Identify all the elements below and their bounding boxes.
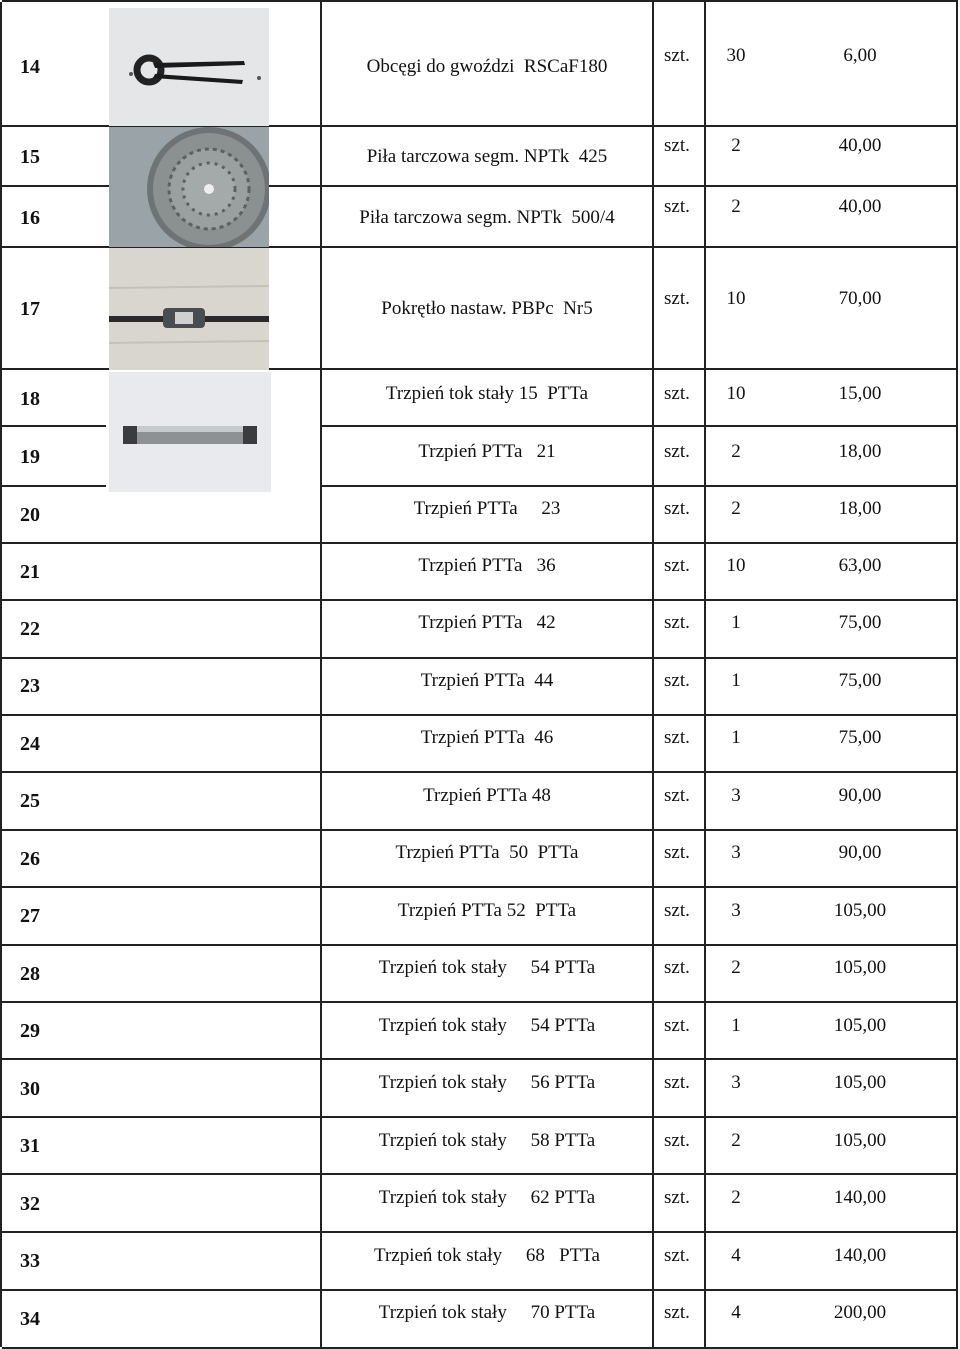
item-price: 105,00 [833, 1015, 887, 1036]
item-name: Trzpień tok stały 70 PTTa [378, 1302, 596, 1323]
item-price: 90,00 [838, 842, 882, 863]
row-divider [2, 886, 958, 888]
item-name: Trzpień PTTa 50 PTTa [395, 842, 579, 863]
row-number: 16 [20, 207, 40, 229]
item-unit: szt. [664, 1072, 690, 1093]
item-price: 200,00 [833, 1302, 887, 1323]
item-unit: szt. [664, 383, 690, 404]
item-price: 105,00 [833, 1072, 887, 1093]
row-divider [2, 1231, 958, 1233]
row-divider [2, 425, 106, 427]
item-price: 40,00 [838, 196, 882, 217]
item-unit: szt. [664, 45, 690, 66]
row-number: 23 [20, 675, 40, 697]
item-name: Trzpień tok stały 62 PTTa [378, 1187, 596, 1208]
item-unit: szt. [664, 1187, 690, 1208]
table-border-right [956, 2, 958, 1347]
row-divider [2, 829, 958, 831]
item-name: Trzpień PTTa 44 [420, 670, 554, 691]
item-name: Trzpień PTTa 21 [418, 441, 556, 462]
item-unit: szt. [664, 900, 690, 921]
row-divider [320, 485, 958, 487]
row-divider [2, 599, 958, 601]
item-quantity: 2 [731, 1187, 741, 1208]
item-name: Trzpień PTTa 42 [418, 612, 556, 633]
item-unit: szt. [664, 785, 690, 806]
item-quantity: 10 [726, 555, 746, 576]
item-price: 6,00 [843, 45, 877, 66]
item-name: Piła tarczowa segm. NPTk 425 [366, 146, 608, 167]
item-quantity: 1 [731, 1015, 741, 1036]
row-divider [2, 714, 958, 716]
item-name: Trzpień PTTa 52 PTTa [397, 900, 577, 921]
item-price: 18,00 [838, 498, 882, 519]
item-name: Trzpień tok stały 68 PTTa [374, 1245, 600, 1266]
item-quantity: 2 [731, 1130, 741, 1151]
item-price: 140,00 [833, 1187, 887, 1208]
item-price: 90,00 [838, 785, 882, 806]
row-number: 29 [20, 1020, 40, 1042]
row-number: 15 [20, 146, 40, 168]
item-quantity: 2 [731, 498, 741, 519]
item-unit: szt. [664, 727, 690, 748]
item-quantity: 10 [726, 288, 746, 309]
item-quantity: 3 [731, 785, 741, 806]
item-unit: szt. [664, 498, 690, 519]
item-price: 75,00 [838, 670, 882, 691]
row-divider [2, 542, 958, 544]
row-number: 30 [20, 1078, 40, 1100]
row-divider [2, 1058, 958, 1060]
item-name: Trzpień PTTa 23 [413, 498, 561, 519]
row-divider [2, 1116, 958, 1118]
row-number: 21 [20, 561, 40, 583]
item-unit: szt. [664, 1130, 690, 1151]
item-quantity: 10 [726, 383, 746, 404]
item-quantity: 2 [731, 957, 741, 978]
item-price: 75,00 [838, 612, 882, 633]
item-price: 105,00 [833, 957, 887, 978]
item-unit: szt. [664, 957, 690, 978]
item-unit: szt. [664, 288, 690, 309]
item-quantity: 4 [731, 1245, 741, 1266]
item-name: Trzpień tok stały 15 PTTa [385, 383, 589, 404]
item-quantity: 1 [731, 670, 741, 691]
item-name: Obcęgi do gwoździ RSCaF180 [366, 56, 608, 77]
photo-mandrel [109, 372, 271, 492]
row-divider [320, 425, 958, 427]
row-number: 27 [20, 905, 40, 927]
row-number: 18 [20, 388, 40, 410]
row-number: 33 [20, 1250, 40, 1272]
item-quantity: 2 [731, 135, 741, 156]
item-quantity: 30 [726, 45, 746, 66]
item-quantity: 3 [731, 900, 741, 921]
item-quantity: 1 [731, 727, 741, 748]
row-number: 28 [20, 963, 40, 985]
row-number: 25 [20, 790, 40, 812]
item-name: Trzpień PTTa 48 [423, 785, 551, 806]
item-quantity: 3 [731, 1072, 741, 1093]
row-divider [2, 1289, 958, 1291]
item-unit: szt. [664, 670, 690, 691]
item-name: Trzpień tok stały 56 PTTa [378, 1072, 596, 1093]
item-unit: szt. [664, 1015, 690, 1036]
item-price: 63,00 [838, 555, 882, 576]
row-divider [2, 0, 958, 2]
item-quantity: 1 [731, 612, 741, 633]
row-divider [2, 1173, 958, 1175]
photo-nail-pliers [109, 8, 269, 126]
row-number: 34 [20, 1308, 40, 1330]
item-quantity: 3 [731, 842, 741, 863]
row-divider [2, 1001, 958, 1003]
item-name: Trzpień PTTa 46 [420, 727, 554, 748]
item-unit: szt. [664, 1302, 690, 1323]
row-number: 24 [20, 733, 40, 755]
photo-circular-saw-blade [109, 127, 269, 247]
row-divider [2, 485, 106, 487]
item-unit: szt. [664, 612, 690, 633]
item-name: Pokrętło nastaw. PBPc Nr5 [381, 298, 593, 319]
row-number: 19 [20, 446, 40, 468]
item-price: 70,00 [838, 288, 882, 309]
row-number: 32 [20, 1193, 40, 1215]
item-unit: szt. [664, 842, 690, 863]
item-price: 15,00 [838, 383, 882, 404]
item-unit: szt. [664, 196, 690, 217]
row-number: 22 [20, 618, 40, 640]
item-quantity: 2 [731, 441, 741, 462]
row-divider [2, 657, 958, 659]
item-unit: szt. [664, 1245, 690, 1266]
item-price: 140,00 [833, 1245, 887, 1266]
item-name: Trzpień PTTa 36 [418, 555, 556, 576]
item-unit: szt. [664, 555, 690, 576]
item-price: 105,00 [833, 1130, 887, 1151]
item-price: 105,00 [833, 900, 887, 921]
row-divider [2, 944, 958, 946]
row-number: 20 [20, 504, 40, 526]
item-unit: szt. [664, 441, 690, 462]
row-number: 31 [20, 1135, 40, 1157]
item-unit: szt. [664, 135, 690, 156]
row-number: 14 [20, 56, 40, 78]
photo-tap-wrench [109, 248, 269, 370]
item-name: Trzpień tok stały 58 PTTa [378, 1130, 596, 1151]
item-price: 75,00 [838, 727, 882, 748]
item-quantity: 2 [731, 196, 741, 217]
row-number: 26 [20, 848, 40, 870]
item-name: Trzpień tok stały 54 PTTa [378, 1015, 596, 1036]
row-divider [2, 771, 958, 773]
item-name: Trzpień tok stały 54 PTTa [378, 957, 596, 978]
item-name: Piła tarczowa segm. NPTk 500/4 [359, 207, 615, 228]
table-border-left [0, 2, 2, 1347]
item-price: 18,00 [838, 441, 882, 462]
row-number: 17 [20, 298, 40, 320]
item-quantity: 4 [731, 1302, 741, 1323]
table-divider [652, 2, 654, 1347]
item-price: 40,00 [838, 135, 882, 156]
